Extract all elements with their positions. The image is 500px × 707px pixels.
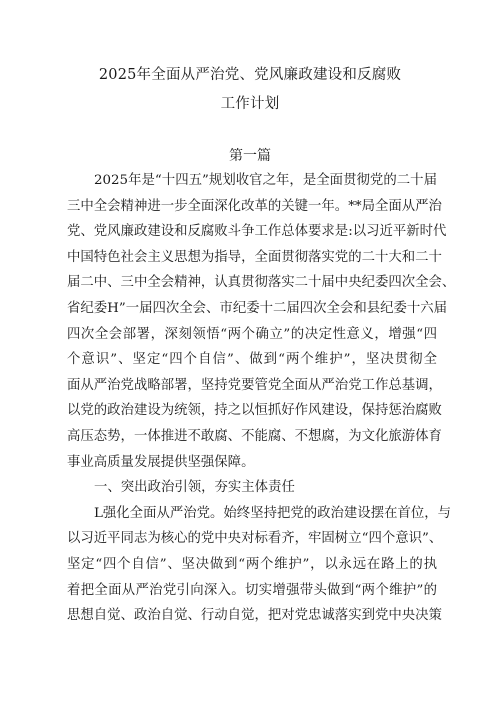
subsection-heading: 一、突出政治引领，夯实主体责任	[94, 480, 295, 496]
paragraph-line: 三中全会精神进一步全面深化改革的关键一年。**局全面从严治	[67, 198, 442, 214]
paragraph-line: 省纪委H”一届四次全会、市纪委十二届四次全会和县纪委十六届	[67, 300, 448, 316]
document-title-line-2: 工作计划	[220, 96, 280, 112]
paragraph-line: L强化全面从严治党。始终坚持把党的政治建设摆在首位，与	[94, 505, 452, 521]
paragraph-line: 中国特色社会主义思想为指导，全面贯彻落实党的二十大和二十	[67, 249, 442, 265]
paragraph-line: 着把全面从严治党引向深入。切实增强带头做到“两个维护”的	[67, 582, 437, 598]
document-body	[67, 168, 456, 629]
paragraph-line: 坚定“四个自信”、坚决做到“两个维护”，以永远在路上的执	[67, 556, 437, 572]
paragraph-line: 高压态势，一体推进不敢腐、不能腐、不想腐，为文化旅游体育	[67, 428, 442, 444]
paragraph-line: 以党的政治建设为统领，持之以恒抓好作风建设，保持惩治腐败	[67, 403, 442, 419]
paragraph-line: 思想自觉、政治自觉、行动自觉，把对党忠诚落实到党中央决策	[67, 608, 442, 624]
document-title-line-1: 2025年全面从严治党、党风廉政建设和反腐败	[98, 67, 402, 83]
paragraph-line: 以习近平同志为核心的党中央对标看齐，牢固树立“四个意识”、	[67, 531, 443, 547]
paragraph-line: 个意识”、坚定“四个自信”、做到“两个维护”，坚决贯彻全	[67, 352, 437, 368]
paragraph-line: 四次全会部署，深刻领悟“两个确立”的决定性意义，增强“四	[67, 326, 437, 342]
paragraph-line: 2025年是“十四五”规划收官之年，是全面贯彻党的二十届	[94, 173, 437, 188]
paragraph-line: 党、党风廉政建设和反腐败斗争工作总体要求是:以习近平新时代	[67, 224, 447, 240]
paragraph-line: 届二中、三中全会精神，认真贯彻落实二十届中央纪委四次全会、	[67, 275, 456, 291]
paragraph-line: 面从严治党战略部署，坚持党要管党全面从严治党工作总基调，	[67, 377, 442, 393]
paragraph-line: 事业高质量发展提供坚强保障。	[67, 454, 255, 470]
section-heading: 第一篇	[229, 148, 271, 164]
